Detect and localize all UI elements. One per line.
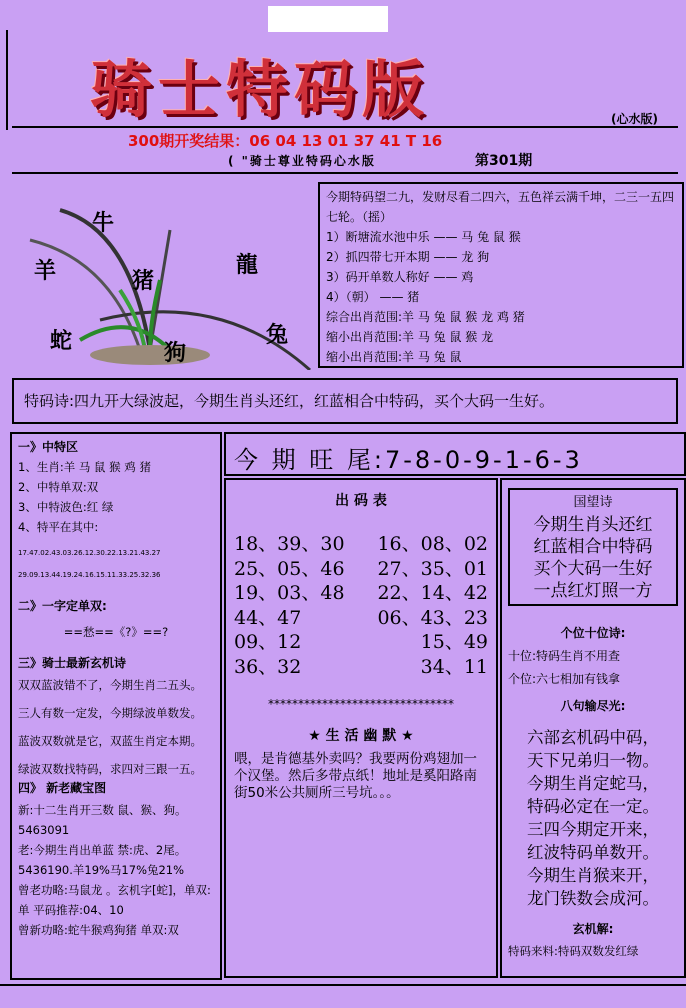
humor-title: ★ 生 活 幽 默 ★ bbox=[308, 728, 414, 744]
animal-snake: 蛇 bbox=[50, 328, 73, 354]
tips-panel bbox=[318, 182, 684, 368]
eight-line: 特码必定在一定。 bbox=[527, 797, 659, 816]
star-divider: ******************************* bbox=[268, 697, 454, 711]
tips-line: 1）断塘流水池中乐 —— 马 兔 鼠 猴 bbox=[326, 230, 521, 244]
tips-line: 缩小出肖范围:羊 马 兔 鼠 bbox=[326, 350, 462, 364]
text-line: 双双蓝波错不了，今期生肖二五头。 bbox=[18, 678, 202, 692]
issue-number: 第301期 bbox=[475, 153, 533, 169]
animal-pig: 猪 bbox=[132, 268, 155, 294]
animal-rabbit: 兔 bbox=[266, 322, 289, 348]
animal-ox: 牛 bbox=[92, 210, 115, 236]
top-band bbox=[268, 6, 388, 32]
eight-line: 天下兄弟归一物。 bbox=[527, 751, 659, 770]
digits-line: 个位:六七相加有钱拿 bbox=[508, 672, 621, 686]
code-cell: 06、43、23 bbox=[377, 606, 488, 629]
eight-lines bbox=[508, 726, 678, 910]
header-rule bbox=[12, 126, 678, 128]
poem-line: 买个大码一生好 bbox=[533, 559, 653, 579]
code-cell: 19、03、48 bbox=[234, 582, 345, 604]
single-double-hint: ==愁==《?》==? bbox=[63, 625, 169, 639]
number-list: 17.47.02.43.03.26.12.30.22.13.21.43.27 bbox=[18, 549, 161, 557]
text-line: 2、中特单双:双 bbox=[18, 480, 99, 494]
tips-line: 2）抓四带七开本期 —— 龙 狗 bbox=[326, 250, 490, 264]
left-column bbox=[10, 432, 222, 980]
eight-line: 三四今期定开来， bbox=[527, 820, 659, 839]
code-table bbox=[234, 532, 488, 679]
code-cell: 25、05、46 bbox=[234, 557, 345, 580]
code-row bbox=[234, 606, 488, 631]
poem-line: 红蓝相合中特码 bbox=[533, 537, 653, 557]
right-column bbox=[500, 478, 686, 978]
text-line: 4、特平在其中: bbox=[18, 520, 99, 534]
tips-line: 缩小出肖范围:羊 马 兔 鼠 猴 龙 bbox=[326, 330, 494, 344]
tail-numbers: 今 期 旺 尾:7-8-0-9-1-6-3 bbox=[224, 432, 686, 476]
text-line: 绿波双数找特码，求四对三跟一五。 bbox=[18, 762, 202, 776]
text-line: 曾新功略:蛇牛猴鸡狗猪 单双:双 bbox=[18, 923, 179, 937]
code-cell: 18、39、30 bbox=[234, 533, 345, 555]
code-cell: 44、47 bbox=[234, 606, 302, 629]
text-line: 老:今期生肖出单蓝 禁:虎、2尾。5436190.羊19%马17%兔21% bbox=[18, 843, 187, 877]
animal-dragon: 龍 bbox=[236, 252, 259, 278]
tips-intro: 今期特码望二九，发财尽看二四六，五色祥云满千坤，二三一五四七轮。（摇） bbox=[326, 190, 675, 224]
section-title: 二》一字定单双: bbox=[18, 599, 107, 613]
poem-title: 国望诗 bbox=[573, 495, 613, 510]
code-row bbox=[234, 581, 488, 606]
edition-label: (心水版) bbox=[611, 112, 658, 126]
digits-title: 个位十位诗: bbox=[560, 626, 626, 640]
tips-line: 3）码开单数人称好 —— 鸡 bbox=[326, 270, 474, 284]
page-title: 骑士特码版 bbox=[90, 53, 431, 126]
code-cell: 36、32 bbox=[234, 655, 302, 678]
number-list: 29.09.13.44.19.24.16.15.11.33.25.32.36 bbox=[18, 571, 161, 579]
code-cell: 15、49 bbox=[420, 631, 488, 653]
section-title: 四》 新老藏宝图 bbox=[18, 781, 107, 795]
tips-line: 4）（朝） —— 猪 bbox=[326, 290, 420, 304]
top-left-rule bbox=[6, 30, 8, 130]
section-title: 一》中特区 bbox=[18, 440, 79, 454]
code-row bbox=[234, 630, 488, 655]
eight-title: 八句输尽光: bbox=[560, 699, 626, 713]
eight-line: 六部玄机码中码， bbox=[527, 728, 659, 747]
animal-goat: 羊 bbox=[34, 258, 57, 284]
eight-line: 龙门铁数会成河。 bbox=[527, 889, 659, 908]
eight-line: 今期生肖猴来开， bbox=[527, 866, 659, 885]
text-line: 三人有数一定发，今期绿波单数发。 bbox=[18, 706, 202, 720]
jx-title: 玄机解: bbox=[572, 922, 614, 936]
text-line: 蓝波双数就是它，双蓝生肖定本期。 bbox=[18, 734, 202, 748]
poem-line: 一点红灯照一方 bbox=[533, 581, 653, 601]
code-cell: 16、08、02 bbox=[377, 533, 488, 555]
humor-text: 喂，是肯德基外卖吗？我要两份鸡翅加一个汉堡。然后多带点纸！地址是奚阳路南街50米公共厕所三号坑。。。 bbox=[234, 751, 477, 801]
text-line: 1、生肖:羊 马 鼠 猴 鸡 猪 bbox=[18, 460, 151, 474]
code-row bbox=[234, 532, 488, 557]
animal-dog: 狗 bbox=[164, 340, 187, 366]
eight-line: 红波特码单数开。 bbox=[527, 843, 659, 862]
bottom-rule bbox=[0, 984, 686, 986]
jx-text: 特码来料:特码双数发红绿 bbox=[508, 944, 639, 958]
code-row bbox=[234, 655, 488, 680]
text-line: 3、中特波色:红 绿 bbox=[18, 500, 114, 514]
middle-column bbox=[224, 478, 498, 978]
code-row bbox=[234, 557, 488, 582]
special-code-poem: 特码诗:四九开大绿波起，今期生肖头还红，红蓝相合中特码，买个大码一生好。 bbox=[12, 378, 678, 424]
guowang-poem bbox=[508, 488, 678, 606]
code-cell: 09、12 bbox=[234, 631, 302, 653]
text-line: 曾老功略:马鼠龙 。玄机字[蛇]，单双:单 平码推荐:04、10 bbox=[18, 883, 211, 917]
tips-line: 综合出肖范围:羊 马 兔 鼠 猴 龙 鸡 猪 bbox=[326, 310, 525, 324]
subtitle: ( "骑士尊业特码心水版 bbox=[228, 154, 376, 168]
section-title: 三》骑士最新玄机诗 bbox=[18, 656, 127, 670]
code-cell: 34、11 bbox=[420, 655, 488, 678]
digits-line: 十位:特码生肖不用查 bbox=[508, 649, 621, 663]
text-line: 新:十二生肖开三数 鼠、猴、狗。5463091 bbox=[18, 803, 187, 837]
code-cell: 22、14、42 bbox=[377, 582, 488, 604]
draw-result: 300期开奖结果：06 04 13 01 37 41 T 16 bbox=[128, 132, 443, 150]
code-cell: 27、35、01 bbox=[377, 557, 488, 580]
poem-line: 今期生肖头还红 bbox=[533, 515, 653, 535]
code-table-title: 出 码 表 bbox=[335, 493, 387, 509]
header-rule-bottom bbox=[12, 172, 678, 174]
eight-line: 今期生肖定蛇马， bbox=[527, 774, 659, 793]
